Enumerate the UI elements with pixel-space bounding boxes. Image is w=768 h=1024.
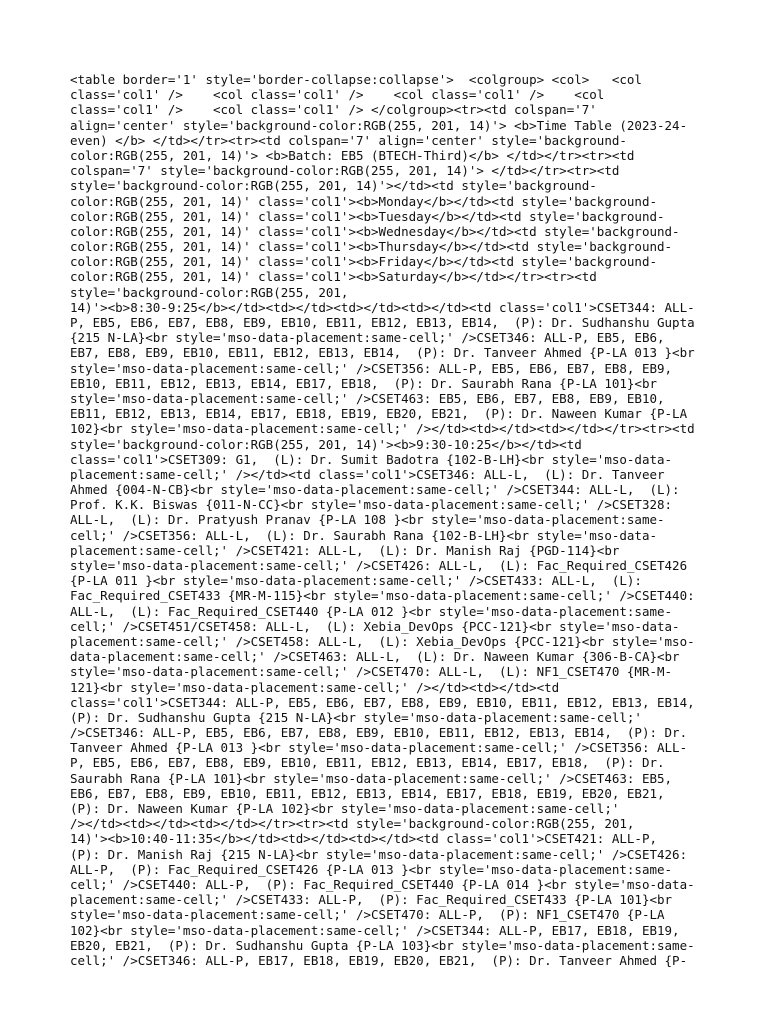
source-text-line: <table border='1' style='border-collapse:collapse'> <colgroup> <col> <col — [70, 72, 642, 87]
source-text-line: style='mso-data-placement:same-cell;' />CSET470: ALL-P, (P): NF1_CSET470 {P-LA — [70, 907, 665, 923]
source-text-line: placement:same-cell;' />CSET421: ALL-L, (L): Dr. Manish Raj {PGD-114}<br — [70, 542, 620, 558]
source-text-line: style='background-color:RGB(255, 201, 14)'><b>9:30-10:25</b></td><td — [70, 436, 582, 452]
source-text-line: align='center' style='background-color:RGB(255, 201, 14)'> <b>Time Table (2023-24- — [70, 117, 688, 133]
source-text-line: cell;' />CSET356: ALL-L, (L): Dr. Saurabh Rana {102-B-LH}<br style='mso-data- — [70, 527, 657, 543]
source-text-line: {P-LA 011 }<br style='mso-data-placement:same-cell;' />CSET433: ALL-L, (L): — [70, 573, 642, 589]
source-text-line: 102}<br style='mso-data-placement:same-cell;' />CSET344: ALL-P, EB17, EB18, EB19, — [70, 922, 680, 938]
source-text-line: color:RGB(255, 201, 14)' class='col1'><b>Tuesday</b></td><td style='background- — [70, 208, 665, 224]
source-text-line: style='background-color:RGB(255, 201, 14)'></td><td style='background- — [70, 178, 597, 194]
source-text-line: style='mso-data-placement:same-cell;' />CSET356: ALL-P, EB5, EB6, EB7, EB8, EB9, — [70, 360, 673, 376]
source-text-line: Tanveer Ahmed {P-LA 013 }<br style='mso-data-placement:same-cell;' />CSET356: ALL- — [70, 740, 688, 756]
source-text-line: even) </b> </td></tr><tr><td colspan='7' align='center' style='background- — [70, 132, 627, 148]
source-text-line: ALL-P, (P): Fac_Required_CSET426 {P-LA 013 }<br style='mso-data-placement:same- — [70, 861, 673, 877]
source-text-line: colspan='7' style='background-color:RGB(255, 201, 14)'> </td></tr><tr><td — [70, 163, 620, 179]
source-text-line: color:RGB(255, 201, 14)'> <b>Batch: EB5 (BTECH-Third)</b> </td></tr><tr><td — [70, 147, 635, 163]
source-text-line: style='mso-data-placement:same-cell;' />CSET470: ALL-L, (L): NF1_CSET470 {MR-M- — [70, 664, 673, 680]
source-text-line: P, EB5, EB6, EB7, EB8, EB9, EB10, EB11, EB12, EB13, EB14, EB17, EB18, (P): Dr. — [70, 755, 665, 771]
source-text-line: 121}<br style='mso-data-placement:same-cell;' /></td><td></td><td — [70, 679, 560, 695]
source-text-line: (P): Dr. Manish Raj {215 N-LA}<br style='mso-data-placement:same-cell;' />CSET426: — [70, 846, 688, 862]
source-text-line: class='col1'>CSET309: G1, (L): Dr. Sumit Badotra {102-B-LH}<br style='mso-data- — [70, 451, 673, 467]
source-text-line: EB20, EB21, (P): Dr. Sudhanshu Gupta {P-LA 103}<br style='mso-data-placement:same- — [70, 937, 695, 953]
source-text-line: color:RGB(255, 201, 14)' class='col1'><b>Monday</b></td><td style='background- — [70, 193, 657, 209]
source-text-line: Fac_Required_CSET433 {MR-M-115}<br style='mso-data-placement:same-cell;' />CSET440: — [70, 588, 695, 604]
source-text-line: /></td><td></td><td></td></tr><tr><td style='background-color:RGB(255, 201, — [70, 816, 635, 832]
source-text-line: style='mso-data-placement:same-cell;' />CSET426: ALL-L, (L): Fac_Required_CSET426 — [70, 558, 688, 573]
source-text-line: style='mso-data-placement:same-cell;' />CSET463: EB5, EB6, EB7, EB8, EB9, EB10, — [70, 390, 665, 406]
source-text-line: 14)'><b>8:30-9:25</b></td><td></td><td></td><td></td><td class='col1'>CSET344: ALL- — [70, 299, 695, 315]
source-text-line: EB11, EB12, EB13, EB14, EB17, EB18, EB19, EB20, EB21, (P): Dr. Naween Kumar {P-LA — [70, 406, 688, 422]
source-text-line: color:RGB(255, 201, 14)' class='col1'><b>Friday</b></td><td style='background- — [70, 254, 657, 270]
source-text-line: ALL-L, (L): Dr. Pratyush Pranav {P-LA 108 }<br style='mso-data-placement:same- — [70, 512, 665, 528]
source-text-line: cell;' />CSET346: ALL-P, EB17, EB18, EB19, EB20, EB21, (P): Dr. Tanveer Ahmed {P- — [70, 952, 688, 968]
source-text-line: class='col1' /> <col class='col1' /> <col class='col1' /> <col — [70, 87, 605, 103]
source-text-line: ALL-L, (L): Fac_Required_CSET440 {P-LA 012 }<br style='mso-data-placement:same- — [70, 603, 673, 619]
source-text-line: (P): Dr. Naween Kumar {P-LA 102}<br style='mso-data-placement:same-cell;' — [70, 801, 620, 816]
source-text-line: cell;' />CSET440: ALL-P, (P): Fac_Required_CSET440 {P-LA 014 }<br style='mso-data- — [70, 876, 695, 892]
source-text-line: (P): Dr. Sudhanshu Gupta {215 N-LA}<br style='mso-data-placement:same-cell;' — [70, 709, 642, 725]
source-text-line: placement:same-cell;' />CSET458: ALL-L, (L): Xebia_DevOps {PCC-121}<br style='mso- — [70, 633, 695, 649]
source-text-line: color:RGB(255, 201, 14)' class='col1'><b>Wednesday</b></td><td style='background- — [70, 223, 680, 239]
source-text-line: style='background-color:RGB(255, 201, — [70, 284, 349, 300]
source-text-line: class='col1' /> <col class='col1' /> </colgroup><tr><td colspan='7' — [70, 102, 597, 118]
source-text-line: color:RGB(255, 201, 14)' class='col1'><b>Saturday</b></td></tr><tr><td — [70, 269, 597, 285]
html-source-text-block — [70, 72, 710, 968]
source-text-line: cell;' />CSET451/CSET458: ALL-L, (L): Xebia_DevOps {PCC-121}<br style='mso-data- — [70, 618, 680, 634]
source-text-line: 14)'><b>10:40-11:35</b></td><td></td><td></td><td class='col1'>CSET421: ALL-P, — [70, 831, 657, 847]
source-text-line: EB10, EB11, EB12, EB13, EB14, EB17, EB18, (P): Dr. Saurabh Rana {P-LA 101}<br — [70, 375, 657, 391]
source-text-line: P, EB5, EB6, EB7, EB8, EB9, EB10, EB11, EB12, EB13, EB14, (P): Dr. Sudhanshu Gupta — [70, 315, 695, 330]
source-text-line: placement:same-cell;' /></td><td class='col1'>CSET346: ALL-L, (L): Dr. Tanveer — [70, 466, 665, 482]
source-text-line: data-placement:same-cell;' />CSET463: ALL-L, (L): Dr. Naween Kumar {306-B-CA}<br — [70, 649, 680, 665]
source-text-line: class='col1'>CSET344: ALL-P, EB5, EB6, EB7, EB8, EB9, EB10, EB11, EB12, EB13, EB14, — [70, 694, 695, 710]
source-text-line: />CSET346: ALL-P, EB5, EB6, EB7, EB8, EB9, EB10, EB11, EB12, EB13, EB14, (P): Dr. — [70, 725, 688, 741]
source-text-line: Prof. K.K. Biswas {011-N-CC}<br style='mso-data-placement:same-cell;' />CSET328: — [70, 497, 673, 513]
source-text-line: Ahmed {004-N-CB}<br style='mso-data-placement:same-cell;' />CSET344: ALL-L, (L): — [70, 482, 680, 498]
source-text-line: color:RGB(255, 201, 14)' class='col1'><b>Thursday</b></td><td style='background- — [70, 239, 673, 255]
source-text-line: {215 N-LA}<br style='mso-data-placement:same-cell;' />CSET346: ALL-P, EB5, EB6, — [70, 330, 665, 346]
source-text-line: 102}<br style='mso-data-placement:same-cell;' /></td><td></td><td></td></tr><tr><td — [70, 421, 695, 437]
source-text-line: Saurabh Rana {P-LA 101}<br style='mso-data-placement:same-cell;' />CSET463: EB5, — [70, 770, 673, 786]
source-text-line: EB7, EB8, EB9, EB10, EB11, EB12, EB13, EB14, (P): Dr. Tanveer Ahmed {P-LA 013 }<br — [70, 345, 695, 361]
source-text-line: EB6, EB7, EB8, EB9, EB10, EB11, EB12, EB13, EB14, EB17, EB18, EB19, EB20, EB21, — [70, 785, 665, 801]
source-text-line: placement:same-cell;' />CSET433: ALL-P, (P): Fac_Required_CSET433 {P-LA 101}<br — [70, 892, 673, 908]
